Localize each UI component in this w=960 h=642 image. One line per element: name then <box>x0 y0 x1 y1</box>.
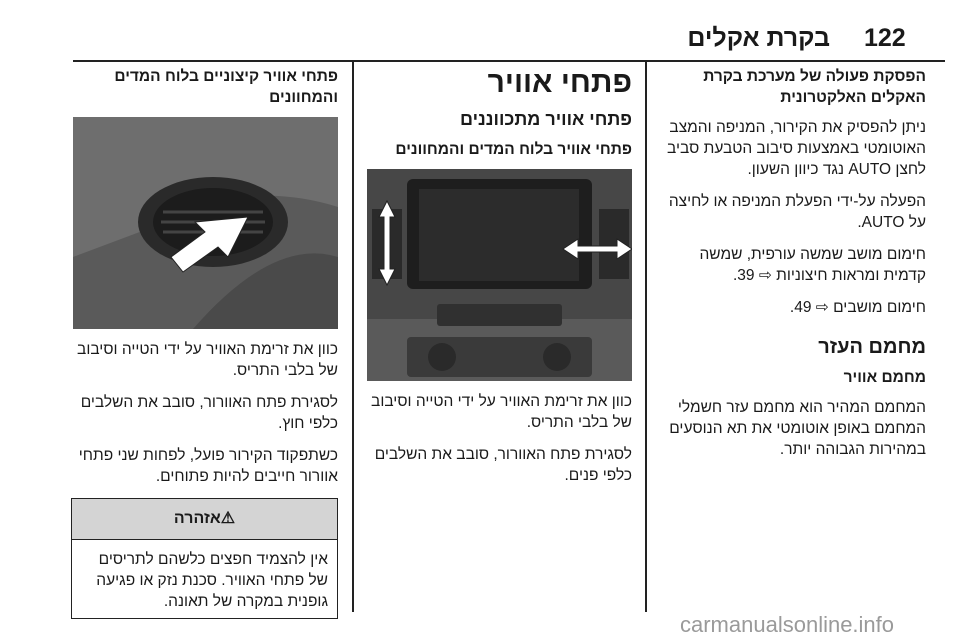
paragraph-close-inward: לסגירת פתח האוורור, סובב את השלבים כלפי פנים. <box>374 446 632 484</box>
paragraph-window-heating: חימום מושב שמשה עורפית, שמשה קדמית ומראות חיצוניות ⇨ 39. <box>699 246 926 284</box>
center-vents-illustration <box>367 169 632 381</box>
paragraph-cooling-note: כשתפקוד הקירור פועל, לפחות שני פתחי אוורור חייבים להיות פתוחים. <box>78 447 338 485</box>
paragraph-disable: ניתן להפסיק את הקירור, המניפה והמצב האוטומטי באמצעות סיבוב הטבעת סביב לחצן AUTO נגד כיוון השעון. <box>667 119 926 178</box>
warning-triangle-icon: ⚠ <box>220 510 236 527</box>
header-rule <box>73 60 945 62</box>
adjustable-vents-subtitle: פתחי אוויר מתכווננים <box>459 109 632 129</box>
warning-text: אין להצמיד חפצים כלשהם לתריסים של פתחי האוויר. סכנת נזק או פגיעה גופנית במקרה של תאונה. <box>96 551 328 610</box>
page-header <box>0 0 960 60</box>
paragraph-close-outward: לסגירת פתח האוורור, סובב את השלבים כלפי חוץ. <box>80 394 338 432</box>
center-vents-photo <box>367 169 632 381</box>
paragraph-enable: הפעלה על-ידי הפעלת המניפה או לחיצה על AUTO. <box>668 193 926 231</box>
side-vent-photo <box>73 117 338 329</box>
paragraph-direct-airflow: כוון את זרימת האוויר על ידי הטייה וסיבוב של בלבי התריס. <box>371 393 632 431</box>
air-vents-title: פתחי אוויר <box>487 66 632 99</box>
heading-disable-climate: הפסקת פעולה של מערכת בקרת האקלים האלקטרונית <box>703 68 926 106</box>
section-title: בקרת אקלים <box>687 24 830 52</box>
side-vent-illustration <box>73 117 338 329</box>
paragraph-seat-heating: חימום מושבים ⇨ 49. <box>789 299 926 316</box>
warning-box <box>71 498 338 619</box>
warning-header <box>72 499 337 540</box>
page-number: 122 <box>864 24 906 52</box>
outer-vents-heading: פתחי אוויר קיצוניים בלוח המדים והמחוונים <box>114 68 338 106</box>
paragraph-air-heater: המחמם המהיר הוא מחמם עזר חשמלי המחמם באופן אוטומטי את תא הנוסעים במהירות הגבוהה יותר. <box>669 399 926 458</box>
air-heater-subheading: מחמם אוויר <box>843 369 926 386</box>
warning-title: אזהרה <box>173 510 221 527</box>
dashboard-vents-heading: פתחי אוויר בלוח המדים והמחוונים <box>395 141 632 158</box>
column-divider-right <box>645 62 647 612</box>
paragraph-direct-airflow-outer: כוון את זרימת האוויר על ידי הטייה וסיבוב של בלבי התריס. <box>77 341 338 379</box>
aux-heater-title: מחמם העזר <box>818 336 926 358</box>
column-divider-left <box>352 62 354 612</box>
watermark: carmanualsonline.info <box>680 612 895 637</box>
column-right <box>658 66 926 471</box>
column-middle <box>366 66 632 497</box>
column-left <box>73 66 338 619</box>
